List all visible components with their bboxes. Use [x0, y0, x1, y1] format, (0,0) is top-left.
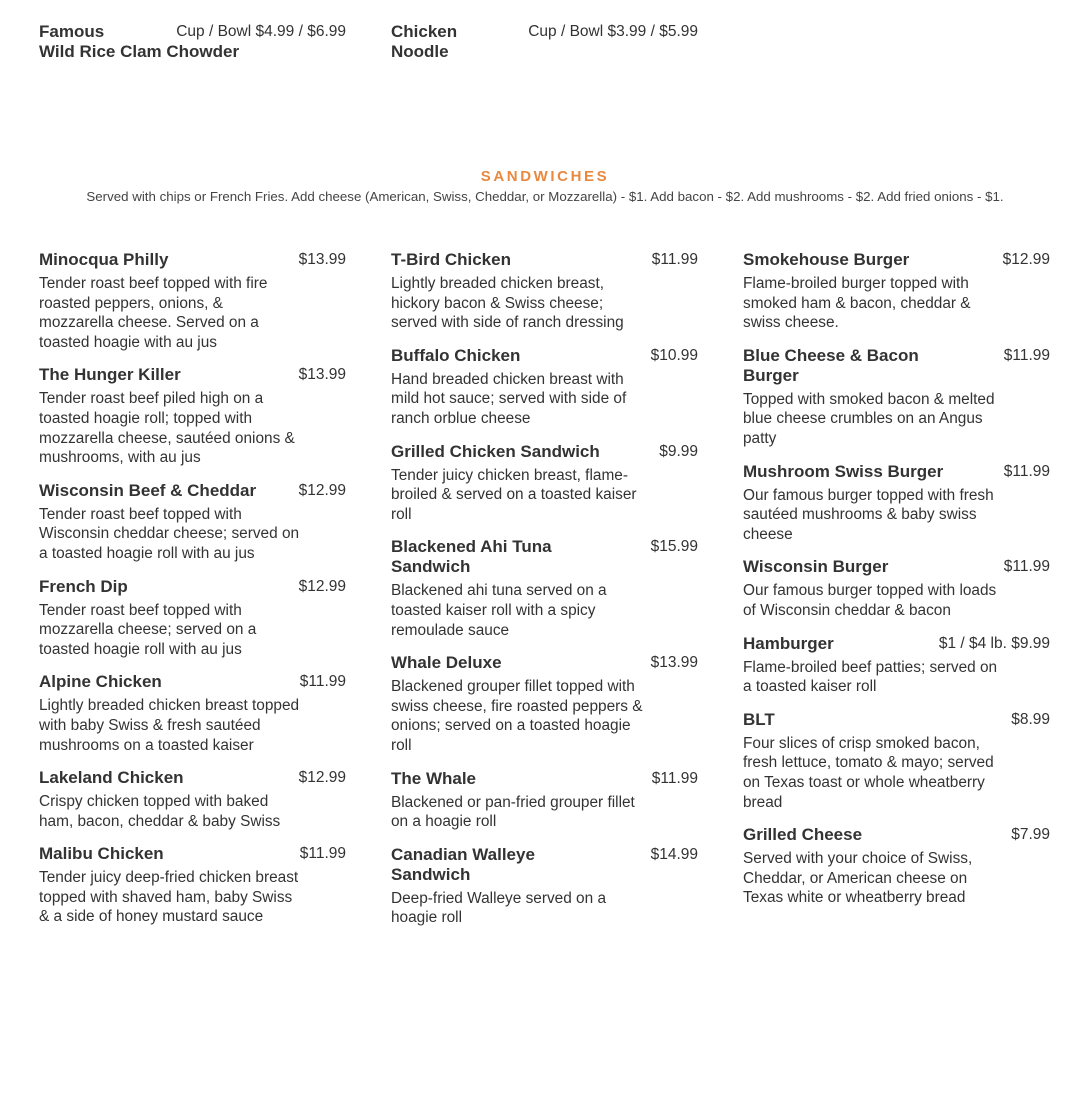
item-name: BLT: [743, 709, 775, 729]
item-price: $11.99: [651, 769, 698, 787]
item-description: Lightly breaded chicken breast topped with baby Swiss & fresh sautéed mushrooms on a toasted kaiser: [39, 697, 300, 754]
item-name: French Dip: [39, 576, 128, 596]
item-description: Blackened or pan-fried grouper fillet on a hoagie roll: [391, 793, 635, 831]
item-name: Grilled Cheese: [743, 825, 863, 845]
item-description: Deep-fried Walleye served on a hoagie roll: [391, 889, 607, 927]
item-price: $12.99: [298, 481, 346, 499]
item-name: Mushroom Swiss Burger: [743, 461, 944, 481]
item-name: Blackened Ahi Tuna Sandwich: [391, 537, 552, 577]
item-description: Served with your choice of Swiss, Cheddar, or American cheese on Texas white or wheatberry bread: [743, 850, 973, 907]
menu-item: [39, 577, 346, 660]
item-description: Blackened grouper fillet topped with swiss cheese, fire roasted peppers & onions; served on a toasted hoagie roll: [391, 678, 643, 754]
menu-item: [743, 462, 1050, 545]
item-description: Tender juicy deep-fried chicken breast topped with shaved ham, baby Swiss & a side of honey mustard sauce: [39, 869, 299, 926]
item-name: Hamburger: [743, 633, 834, 653]
menu-item: [391, 537, 698, 640]
menu-item: [391, 769, 698, 832]
item-price: $13.99: [298, 251, 346, 268]
item-price: $8.99: [1011, 710, 1050, 728]
item-name: Wisconsin Beef & Cheddar: [39, 480, 257, 500]
item-price: $12.99: [298, 577, 346, 595]
menu-item: [39, 365, 346, 467]
item-name: The Hunger Killer: [39, 365, 181, 385]
item-description: Crispy chicken topped with baked ham, bacon, cheddar & baby Swiss: [39, 793, 281, 830]
menu-item: [39, 768, 346, 831]
item-name: Smokehouse Burger: [743, 250, 910, 269]
menu-item: [391, 250, 698, 333]
item-description: Tender roast beef topped with mozzarella cheese; served on a toasted hoagie roll with au jus: [39, 601, 257, 658]
item-name-line: Famous: [39, 22, 105, 41]
item-price: Cup / Bowl $4.99 / $6.99: [176, 23, 346, 40]
menu-item: [743, 710, 1050, 812]
item-price: $11.99: [1003, 558, 1050, 576]
menu-column-1: [39, 250, 346, 940]
section-note: Served with chips or French Fries. Add cheese (American, Swiss, Cheddar, or Mozzarella) - $1. Add bacon - $2. Add mushrooms - $2. Add fried onions - $1.: [86, 189, 1004, 204]
menu-item: [743, 346, 1050, 449]
item-price: $7.99: [1011, 826, 1050, 844]
item-price: $13.99: [298, 366, 346, 384]
menu-item: [743, 557, 1050, 620]
item-name: Lakeland Chicken: [39, 768, 184, 788]
item-price: $1 / $4 lb. $9.99: [938, 634, 1050, 652]
item-price: $11.99: [651, 251, 698, 268]
menu-item-clam-chowder: [39, 22, 346, 62]
item-price: $9.99: [659, 442, 698, 460]
item-price: $10.99: [650, 346, 698, 364]
item-name: Wisconsin Burger: [743, 557, 889, 577]
item-name: Alpine Chicken: [39, 672, 162, 692]
menu-item: [743, 634, 1050, 697]
item-description: Blackened ahi tuna served on a toasted kaiser roll with a spicy remoulade sauce: [391, 582, 607, 639]
menu-column-3: [743, 250, 1050, 921]
item-name-line: Noodle: [391, 42, 449, 61]
menu-item: [39, 481, 346, 564]
item-price: $11.99: [299, 673, 346, 691]
menu-item: [391, 653, 698, 755]
item-name: Minocqua Philly: [39, 250, 169, 269]
item-price: $15.99: [650, 538, 698, 556]
item-name: T-Bird Chicken: [391, 250, 511, 269]
item-description: Our famous burger topped with loads of Wisconsin cheddar & bacon: [743, 582, 997, 619]
item-description: Tender roast beef topped with Wisconsin cheddar cheese; served on a toasted hoagie roll with au jus: [39, 505, 300, 562]
item-description: Topped with smoked bacon & melted blue cheese crumbles on an Angus patty: [743, 390, 995, 447]
item-price: $11.99: [1003, 346, 1050, 364]
menu-item: [39, 250, 346, 352]
item-name: Malibu Chicken: [39, 844, 164, 864]
menu-item: [743, 250, 1050, 333]
menu-item: [391, 442, 698, 525]
item-price: $13.99: [650, 654, 698, 672]
item-description: Tender juicy chicken breast, flame-broiled & served on a toasted kaiser roll: [391, 466, 637, 523]
item-description: Lightly breaded chicken breast, hickory bacon & Swiss cheese; served with side of ranch dressing: [391, 275, 624, 332]
item-name: [391, 22, 501, 62]
item-description: Flame-broiled burger topped with smoked ham & bacon, cheddar & swiss cheese.: [743, 275, 971, 332]
menu-item: [39, 672, 346, 755]
menu-column-2: [391, 250, 698, 941]
item-description: Hand breaded chicken breast with mild hot sauce; served with side of ranch orblue cheese: [391, 370, 627, 427]
item-name: Grilled Chicken Sandwich: [391, 441, 600, 461]
item-price: $11.99: [1003, 462, 1050, 480]
menu-item: [391, 845, 698, 928]
item-price: $12.99: [1002, 251, 1050, 268]
item-price: $14.99: [650, 845, 698, 863]
item-price: $11.99: [299, 845, 346, 863]
item-price: $12.99: [298, 769, 346, 787]
item-name-line: Chicken: [391, 22, 458, 41]
menu-item-chicken-noodle: [391, 22, 698, 62]
item-description: Tender roast beef piled high on a toasted hoagie roll; topped with mozzarella cheese, sautéed onions & mushrooms, with au jus: [39, 390, 295, 467]
item-price: Cup / Bowl $3.99 / $5.99: [528, 23, 698, 40]
section-title: SANDWICHES: [480, 168, 610, 185]
item-description: Flame-broiled beef patties; served on a toasted kaiser roll: [743, 658, 998, 696]
item-description: Four slices of crisp smoked bacon, fresh lettuce, tomato & mayo; served on Texas toast or whole wheatberry bread: [743, 734, 994, 811]
item-name: Canadian Walleye Sandwich: [391, 844, 535, 884]
item-name: Blue Cheese & Bacon Burger: [743, 345, 919, 385]
item-name: The Whale: [391, 768, 477, 788]
menu-item: [743, 825, 1050, 908]
item-description: Our famous burger topped with fresh sautéed mushrooms & baby swiss cheese: [743, 486, 994, 543]
item-name-line: Wild Rice Clam Chowder: [39, 42, 240, 61]
menu-item: [39, 844, 346, 927]
menu-item: [391, 346, 698, 429]
item-name: Buffalo Chicken: [391, 345, 521, 365]
section-header: [0, 168, 1090, 205]
item-description: Tender roast beef topped with fire roasted peppers, onions, & mozzarella cheese. Served on a toasted hoagie with au jus: [39, 275, 268, 351]
item-name: Whale Deluxe: [391, 653, 502, 673]
